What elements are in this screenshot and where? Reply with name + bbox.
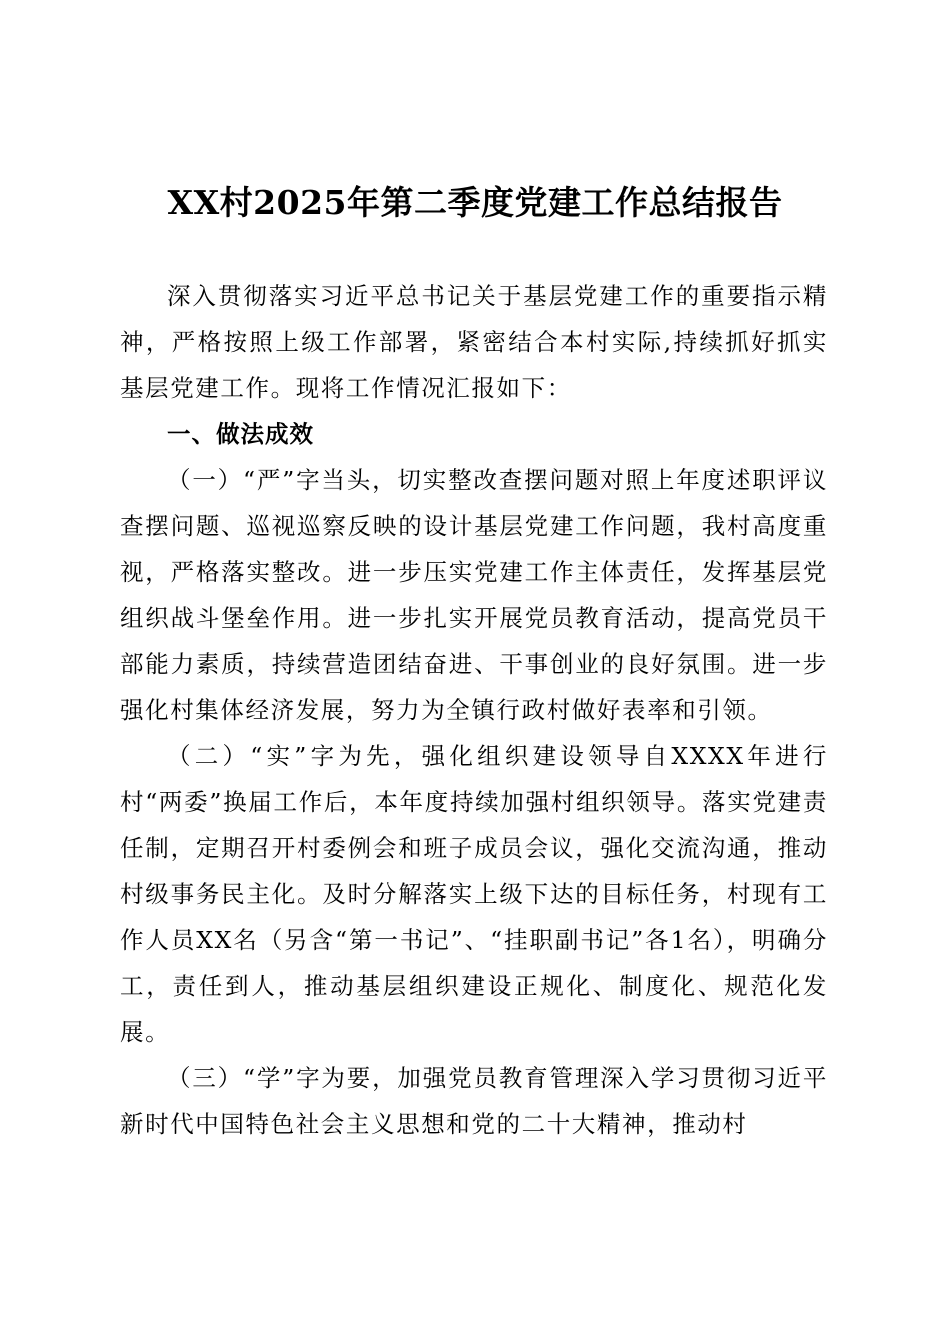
section-heading-results: 一、做法成效 — [167, 420, 314, 448]
paragraph-practical: （二）“实”字为先，强化组织建设领导自XXXX年进行村“两委”换届工作后，本年度持续加强村组织领导。落实党建责任制，定期召开村委例会和班子成员会议，强化交流沟通，推动村级事务民主化。及时分解落实上级下达的目标任务，村现有工作人员XX名（另含“第一书记”、“挂职副书记”各1名），明确分工，责任到人，推动基层组织建设正规化、制度化、规范化发展。 — [120, 742, 828, 1046]
paragraph-study: （三）“学”字为要，加强党员教育管理深入学习贯彻习近平新时代中国特色社会主义思想和党的二十大精神，推动村 — [120, 1064, 828, 1138]
document-body — [120, 273, 828, 1147]
document-title: XX村2025年第二季度党建工作总结报告 — [167, 183, 783, 222]
intro-paragraph: 深入贯彻落实习近平总书记关于基层党建工作的重要指示精神，严格按照上级工作部署，紧密结合本村实际,持续抓好抓实基层党建工作。现将工作情况汇报如下： — [120, 282, 828, 402]
paragraph-strict: （一）“严”字当头，切实整改查摆问题对照上年度述职评议查摆问题、巡视巡察反映的设计基层党建工作问题，我村高度重视，严格落实整改。进一步压实党建工作主体责任，发挥基层党组织战斗堡垒作用。进一步扎实开展党员教育活动，提高党员干部能力素质，持续营造团结奋进、干事创业的良好氛围。进一步强化村集体经济发展，努力为全镇行政村做好表率和引领。 — [120, 466, 828, 724]
